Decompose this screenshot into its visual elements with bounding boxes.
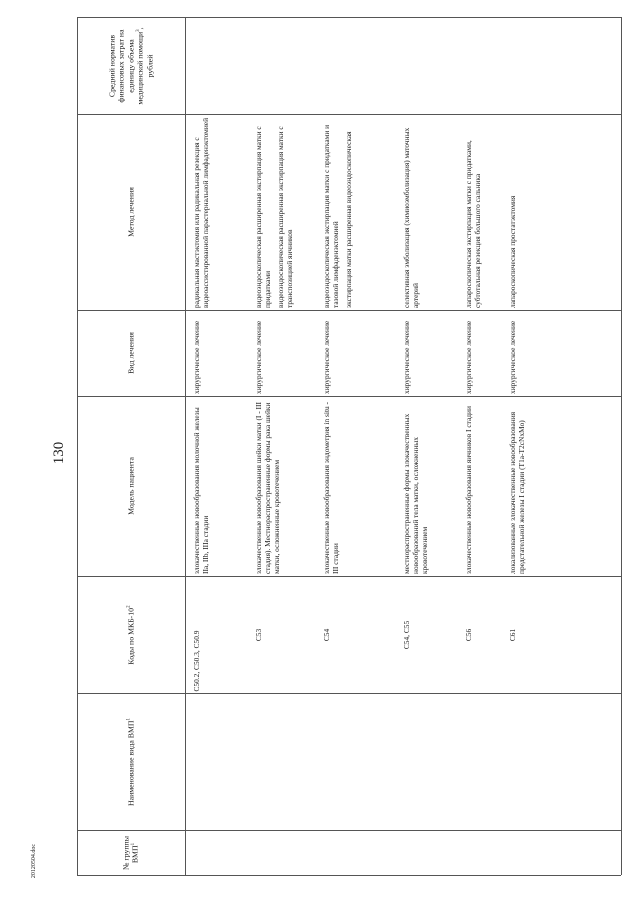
table-border-left — [77, 875, 621, 876]
page-number: 130 — [51, 441, 67, 465]
row6-type: хирургическое лечение — [508, 320, 517, 394]
row3-codes: C54 — [322, 628, 331, 641]
row3-model: злокачественные новообразования эндометрия in situ - III стадии — [322, 401, 340, 574]
row5-codes: C56 — [464, 628, 473, 641]
row4-model: местнораспространенные формы злокачественных новообразований тела матки, осложненных кровотечением — [402, 413, 429, 574]
footer-filename: 20120504.doc — [31, 843, 37, 879]
header-patient-model: Модель пациента — [126, 457, 136, 515]
row1-method: радикальная мастэктомия или радикальная резекция с видеоассистированной парастернальной лимфаденэктомией — [192, 117, 210, 308]
header-avg-cost: Средний норматив финансовых затрат на единицу объема медицинской помощи$^3$, рублей — [107, 26, 155, 105]
row5-model: злокачественные новообразования яичников I стадии — [464, 406, 473, 574]
header-vmp-name: Наименование вида ВМП$^1$ — [126, 717, 136, 806]
row1-codes: C50.2, C50.3, C50.9 — [192, 630, 201, 691]
row2-model: злокачественные новообразования шейки матки (I - III стадия). Местнораспространенные формы рака шейки матки, осложненные кровотечением — [254, 402, 281, 574]
header-icd-codes: Коды по МКБ-$10^2$ — [126, 604, 136, 665]
row3-type: хирургическое лечение — [322, 320, 331, 394]
header-treatment-type: Вид лечения — [126, 332, 136, 374]
row6-model: локализованные злокачественные новообразования предстательной железы I стадии (T1a-T2cNxMo) — [508, 411, 526, 574]
row5-type: хирургическое лечение — [464, 320, 473, 394]
row6-method: лапароскопическая простатэктомия — [508, 195, 517, 308]
row4-type: хирургическое лечение — [402, 320, 411, 394]
row2-type: хирургическое лечение — [254, 320, 263, 394]
table-border-bottom — [621, 17, 622, 875]
row4-codes: C54, C55 — [402, 620, 411, 649]
row2-method: видеоэндоскопическая расширенная экстирпация матки с придатками видеоэндоскопическая расширенная экстирпация матки с транспозицией яичников — [254, 126, 294, 308]
header-treatment-method: Метод лечения — [126, 187, 136, 237]
row1-type: хирургическое лечение — [192, 320, 201, 394]
row3-method: видеоэндоскопическая экстирпация матки с придатками и тазовой лимфаденэктомией экстирпация матки расширенная видеоэндоскопическая — [322, 124, 353, 308]
row2-codes: C53 — [254, 628, 263, 641]
row5-method: лапароскопическая экстирпация матки с придатками, субтотальная резекция большого сальника — [464, 140, 482, 308]
header-separator — [185, 17, 186, 875]
row1-model: злокачественные новообразования молочной железы IIa, IIb, IIIa стадии — [192, 407, 210, 574]
header-group-no: № группы ВМП$^1$ — [121, 835, 140, 870]
row4-method: селективная эмболизация (химиоэмболизация) маточных артерий — [402, 127, 420, 308]
row6-codes: C61 — [508, 628, 517, 641]
